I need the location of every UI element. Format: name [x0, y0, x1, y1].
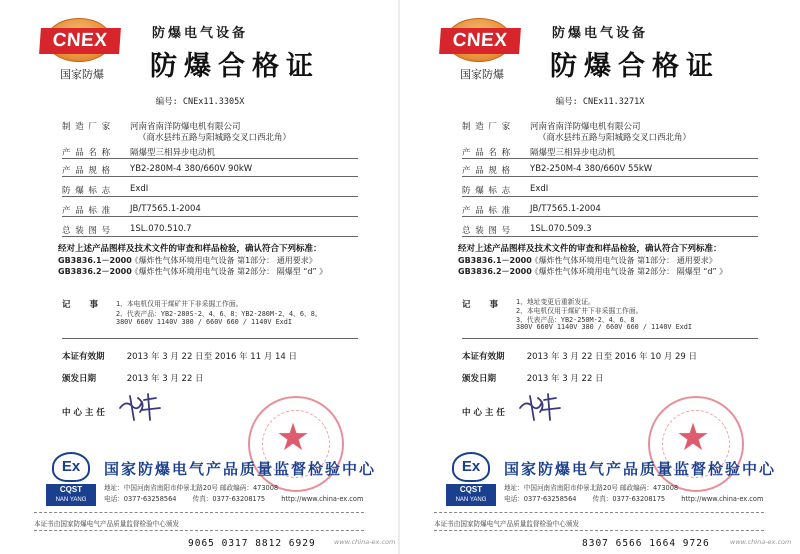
ex-logo-top: Ex: [452, 452, 490, 482]
assembly-label: 总 装 图 号: [462, 226, 512, 236]
assembly-value: 1SL.070.509.3: [530, 224, 592, 234]
dashed-line: [34, 512, 364, 513]
ex-logo-top: Ex: [52, 452, 90, 482]
fax: 传真：0377-63208175: [592, 495, 666, 503]
ex-mark-value: ExdI: [130, 184, 149, 194]
issue-value: 2013 年 3 月 22 日: [526, 374, 604, 384]
note-line: 380V 660V 1140V 380 / 660V 660 / 1140V ExdI: [116, 318, 292, 326]
center-director-label: 中 心 主 任: [62, 408, 105, 418]
manufacturer-label: 制 造 厂 家: [62, 122, 112, 132]
model-label: 产 品 规 格: [62, 166, 112, 176]
issued-by: 本证书由国家防爆电气产品质量监督检验中心颁发: [434, 520, 580, 528]
note-line: 380V 660V 1140V 380 / 660V 660 / 1140V ExdI: [516, 323, 692, 331]
note-line: 1、地址变更后重新发证。: [516, 298, 595, 306]
issued-by: 本证书由国家防爆电气产品质量监督检验中心颁发: [34, 520, 180, 528]
standard-desc: 《爆炸性气体环境用电气设备 第2部分： 隔爆型 “d” 》: [530, 267, 728, 276]
divider-rule: [462, 176, 758, 177]
divider-rule: [462, 196, 758, 197]
phone: 电话：0377-63258564: [504, 495, 577, 503]
product-name-value: 隔爆型三相异步电动机: [130, 148, 216, 158]
valid-row: [462, 350, 697, 362]
ex-logo-band-a: CQST: [459, 485, 483, 494]
note-line: 2、代表产品：YB2-280S-2、4、6、8；YB2-280M-2、4、6、8。: [116, 310, 322, 318]
ex-logo-band-b: NAN YANG: [455, 497, 487, 503]
standard-item: [458, 266, 727, 277]
valid-label: 本证有效期: [62, 352, 105, 362]
ex-logo-band-a: CQST: [59, 485, 83, 494]
certificate-title: 防爆合格证: [550, 51, 720, 82]
valid-value: 2013 年 3 月 22 日至 2016 年 10 月 29 日: [526, 352, 698, 362]
standard-code: GB3836.1－2000: [58, 256, 132, 265]
standard-label: 产 品 标 准: [62, 206, 112, 216]
manufacturer-label: 制 造 厂 家: [462, 122, 512, 132]
divider-rule: [462, 158, 758, 159]
standard-item: [458, 255, 717, 266]
product-name-label: 产 品 名 称: [462, 148, 512, 158]
divider-rule: [62, 158, 358, 159]
logo-subtitle: 国家防爆: [60, 68, 104, 81]
standard-value: JB/T7565.1-2004: [130, 204, 201, 214]
standard-desc: 《爆炸性气体环境用电气设备 第1部分： 通用要求》: [130, 256, 317, 265]
standards-intro: 经对上述产品图样及技术文件的审查和样品检验，确认符合下列标准：: [58, 244, 322, 254]
manufacturer-address: （商水县纬五路与阳城路交叉口西北角）: [138, 133, 292, 143]
serial-number: 8307 6566 1664 9726: [582, 538, 710, 549]
issue-label: 颁发日期: [62, 374, 97, 384]
logo-subtitle: 国家防爆: [460, 68, 504, 81]
fax: 传真：0377-63208175: [192, 495, 266, 503]
divider-rule: [462, 236, 758, 237]
divider-rule: [62, 236, 358, 237]
standards-intro: 经对上述产品图样及技术文件的审查和样品检验，确认符合下列标准：: [458, 244, 722, 254]
manufacturer-value: 河南省南洋防爆电机有限公司: [530, 122, 641, 132]
product-name-label: 产 品 名 称: [62, 148, 112, 158]
model-value: YB2-280M-4 380/660V 90kW: [130, 164, 253, 174]
ex-logo-band: [46, 484, 96, 506]
signature-icon: [116, 390, 166, 426]
ex-cqst-logo: [46, 452, 96, 508]
certificate-title: 防爆合格证: [150, 51, 320, 82]
organization-address: 地址：中国河南省南阳市仲景北路20号 邮政编码：473008: [104, 484, 279, 492]
site-watermark: www.china-ex.com: [730, 538, 792, 546]
note-line: 1、本电机仅用于煤矿井下非采掘工作面。: [116, 300, 243, 308]
site-watermark: www.china-ex.com: [334, 538, 396, 546]
valid-row: [62, 350, 297, 362]
organization-contact: [104, 493, 377, 503]
assembly-label: 总 装 图 号: [62, 226, 112, 236]
notes-label: 记 事: [462, 300, 506, 310]
assembly-value: 1SL.070.510.7: [130, 224, 192, 234]
standard-desc: 《爆炸性气体环境用电气设备 第1部分： 通用要求》: [530, 256, 717, 265]
website-link[interactable]: http://www.china-ex.com: [281, 495, 364, 503]
issue-value: 2013 年 3 月 22 日: [126, 374, 204, 384]
organization-address: 地址：中国河南省南阳市仲景北路20号 邮政编码：473008: [504, 484, 679, 492]
dashed-line: [434, 530, 764, 531]
manufacturer-value: 河南省南洋防爆电机有限公司: [130, 122, 241, 132]
serial-number: 9065 0317 8812 6929: [188, 538, 316, 549]
valid-label: 本证有效期: [462, 352, 505, 362]
divider-rule: [62, 216, 358, 217]
ex-mark-label: 防 爆 标 志: [462, 186, 512, 196]
standard-item: [58, 266, 327, 277]
divider-rule: [462, 338, 758, 339]
certificate-left: [4, 0, 396, 554]
product-name-value: 隔爆型三相异步电动机: [530, 148, 616, 158]
ex-mark-label: 防 爆 标 志: [62, 186, 112, 196]
cnex-logo: [44, 14, 116, 80]
phone: 电话：0377-63258564: [104, 495, 177, 503]
manufacturer-address: （商水县纬五路与阳城路交叉口西北角）: [538, 133, 692, 143]
standard-desc: 《爆炸性气体环境用电气设备 第2部分： 隔爆型 “d” 》: [130, 267, 328, 276]
seal-star-icon: ★: [676, 415, 711, 459]
issue-label: 颁发日期: [462, 374, 497, 384]
organization-name: 国家防爆电气产品质量监督检验中心: [504, 460, 777, 478]
model-value: YB2-250M-4 380/660V 55kW: [530, 164, 653, 174]
certificate-right: [404, 0, 796, 554]
divider-rule: [462, 216, 758, 217]
certificate-number: 编号: CNEx11.3271X: [555, 97, 645, 107]
website-link[interactable]: http://www.china-ex.com: [681, 495, 764, 503]
divider-rule: [62, 176, 358, 177]
ex-cqst-logo: [446, 452, 496, 508]
dashed-line: [34, 530, 364, 531]
organization-name: 国家防爆电气产品质量监督检验中心: [104, 460, 377, 478]
seal-star-icon: ★: [276, 415, 311, 459]
ex-logo-band: [446, 484, 496, 506]
standard-code: GB3836.2－2000: [58, 267, 132, 276]
cnex-logo: [444, 14, 516, 80]
dashed-line: [434, 512, 764, 513]
certificate-category: 防爆电气设备: [152, 26, 249, 41]
ex-mark-value: ExdI: [530, 184, 549, 194]
model-label: 产 品 规 格: [462, 166, 512, 176]
organization-contact: [504, 493, 777, 503]
note-line: 2、本电机仅用于煤矿井下非采掘工作面。: [516, 307, 643, 315]
standard-code: GB3836.2－2000: [458, 267, 532, 276]
issue-row: [62, 372, 204, 384]
issue-row: [462, 372, 604, 384]
ex-logo-band-b: NAN YANG: [55, 497, 87, 503]
note-line: 3、代表产品：YB2-250M-2、4、6、8: [516, 316, 635, 324]
valid-value: 2013 年 3 月 22 日至 2016 年 11 月 14 日: [126, 352, 298, 362]
certificate-category: 防爆电气设备: [552, 26, 649, 41]
standard-item: [58, 255, 317, 266]
logo-text: CNEX: [439, 28, 521, 54]
divider-rule: [62, 196, 358, 197]
standard-code: GB3836.1－2000: [458, 256, 532, 265]
standard-value: JB/T7565.1-2004: [530, 204, 601, 214]
page-divider: [398, 0, 400, 554]
certificate-number: 编号: CNEx11.3305X: [155, 97, 245, 107]
divider-rule: [62, 338, 358, 339]
signature-icon: [516, 390, 566, 426]
standard-label: 产 品 标 准: [462, 206, 512, 216]
center-director-label: 中 心 主 任: [462, 408, 505, 418]
logo-text: CNEX: [39, 28, 121, 54]
notes-label: 记 事: [62, 300, 106, 310]
